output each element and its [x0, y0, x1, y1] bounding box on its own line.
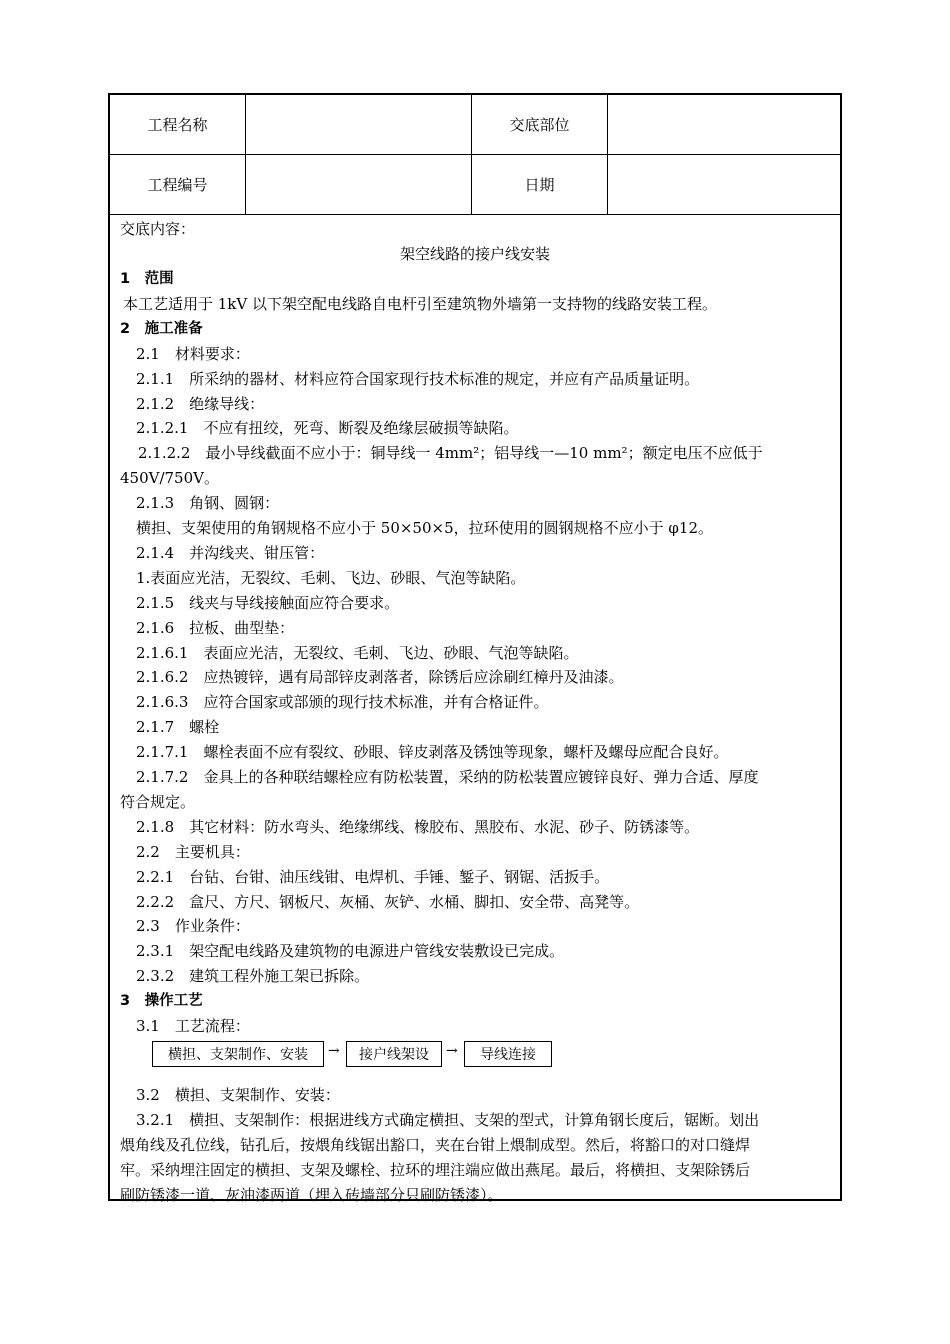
header-row-2 — [110, 155, 840, 215]
content-line: 2.1.6.3 应符合国家或部颁的现行技术标准，并有合格证件。 — [136, 693, 549, 712]
content-line: 3.2.1 横担、支架制作：根据进线方式确定横担、支架的型式，计算角钢长度后，锯断。划出 — [136, 1110, 760, 1129]
content-line: 2.1.3 角钢、圆钢： — [136, 494, 280, 513]
date-label: 日期 — [472, 155, 608, 214]
project-name-value[interactable] — [246, 95, 472, 154]
content-line: 450V/750V。 — [120, 469, 219, 488]
content-line: 3 操作工艺 — [120, 993, 203, 1010]
content-line: 煨角线及孔位线，钻孔后，按煨角线锯出豁口，夹在台钳上煨制成型。然后，将豁口的对口缝焊 — [120, 1135, 751, 1154]
content-line: 2.1.6.2 应热镀锌，遇有局部锌皮剥落者，除锈后应涂刷红樟丹及油漆。 — [136, 668, 624, 687]
content-line: 2.1.7.1 螺栓表面不应有裂纹、砂眼、锌皮剥落及锈蚀等现象，螺杆及螺母应配合良好。 — [136, 743, 729, 762]
content-line: 3.1 工艺流程： — [136, 1017, 250, 1035]
content-line: 2.2.1 台钻、台钳、油压线钳、电焊机、手锤、錾子、钢锯、活扳手。 — [136, 867, 610, 886]
content-line: 2.1.6 拉板、曲型垫： — [136, 618, 295, 637]
content-line: 2.3.1 架空配电线路及建筑物的电源进户管线安装敷设已完成。 — [136, 942, 565, 961]
disclosure-form — [108, 93, 842, 1204]
content-line: 2.2.2 盒尺、方尺、钢板尺、灰桶、灰铲、水桶、脚扣、安全带、高凳等。 — [136, 892, 640, 911]
content-line: 2.1.5 线夹与导线接触面应符合要求。 — [136, 593, 400, 612]
content-line: 2.1 材料要求： — [136, 344, 250, 363]
flow-step: 接户线架设 — [346, 1041, 442, 1067]
content-line: 2.1.7.2 金具上的各种联结螺栓应有防松装置，采纳的防松装置应镀锌良好、弹力合适、厚度 — [136, 768, 759, 786]
content-line: 2.1.2 绝缘导线： — [136, 394, 265, 413]
content-line: 2 施工准备 — [120, 320, 203, 337]
content-line: 牢。采纳埋注固定的横担、支架及螺栓、拉环的埋注端应做出燕尾。最后，将横担、支架除锈后 — [120, 1160, 751, 1179]
content-line: 1.表面应光洁，无裂纹、毛刺、飞边、砂眼、气泡等缺陷。 — [136, 568, 526, 587]
content-line: 2.3.2 建筑工程外施工架已拆除。 — [136, 967, 370, 986]
content-line: 2.1.7 螺栓 — [136, 718, 220, 737]
content-intro: 交底内容： — [120, 220, 196, 238]
flow-arrow-icon: → — [446, 1042, 458, 1059]
content-line: 刷防锈漆一道、灰油漆两道（埋入砖墙部分只刷防锈漆）。 — [120, 1185, 503, 1204]
content-line: 2.3 作业条件： — [136, 917, 250, 936]
flow-step: 导线连接 — [464, 1041, 552, 1067]
location-value[interactable] — [608, 95, 840, 154]
content-line: 本工艺适用于 1kV 以下架空配电线路自电杆引至建筑物外墙第一支持物的线路安装工程。 — [123, 294, 718, 313]
location-label: 交底部位 — [472, 95, 608, 154]
content-line: 2.1.6.1 表面应光洁，无裂纹、毛刺、飞边、砂眼、气泡等缺陷。 — [136, 643, 579, 662]
content-line: 2.1.1 所采纳的器材、材料应符合国家现行技术标准的规定，并应有产品质量证明。 — [136, 369, 700, 388]
content-line: 横担、支架使用的角钢规格不应小于 50×50×5，拉环使用的圆钢规格不应小于 φ12。 — [136, 519, 713, 537]
content-line: 2.1.2.2 最小导线截面不应小于：铜导线一 4mm²；铝导线一—10 mm²；额定电压不应低于 — [138, 444, 763, 463]
content-line: 2.1.2.1 不应有扭绞，死弯、断裂及绝缘层破损等缺陷。 — [136, 419, 519, 438]
content-line: 符合规定。 — [120, 792, 196, 811]
flow-arrow-icon: → — [328, 1042, 340, 1059]
flow-step: 横担、支架制作、安装 — [152, 1041, 324, 1067]
header-row-1 — [110, 95, 840, 155]
content-line: 1 范围 — [120, 271, 174, 287]
content-line: 2.2 主要机具： — [136, 842, 250, 861]
project-name-label: 工程名称 — [110, 95, 246, 154]
date-value[interactable] — [608, 155, 840, 214]
document-title: 架空线路的接户线安装 — [399, 245, 550, 263]
content-line: 2.1.4 并沟线夹、钳压管： — [136, 543, 325, 562]
project-no-label: 工程编号 — [110, 155, 246, 214]
content-line: 2.1.8 其它材料：防水弯头、绝缘绑线、橡胶布、黑胶布、水泥、砂子、防锈漆等。 — [136, 817, 700, 836]
project-no-value[interactable] — [246, 155, 472, 214]
content-line: 3.2 横担、支架制作、安装： — [136, 1085, 340, 1104]
